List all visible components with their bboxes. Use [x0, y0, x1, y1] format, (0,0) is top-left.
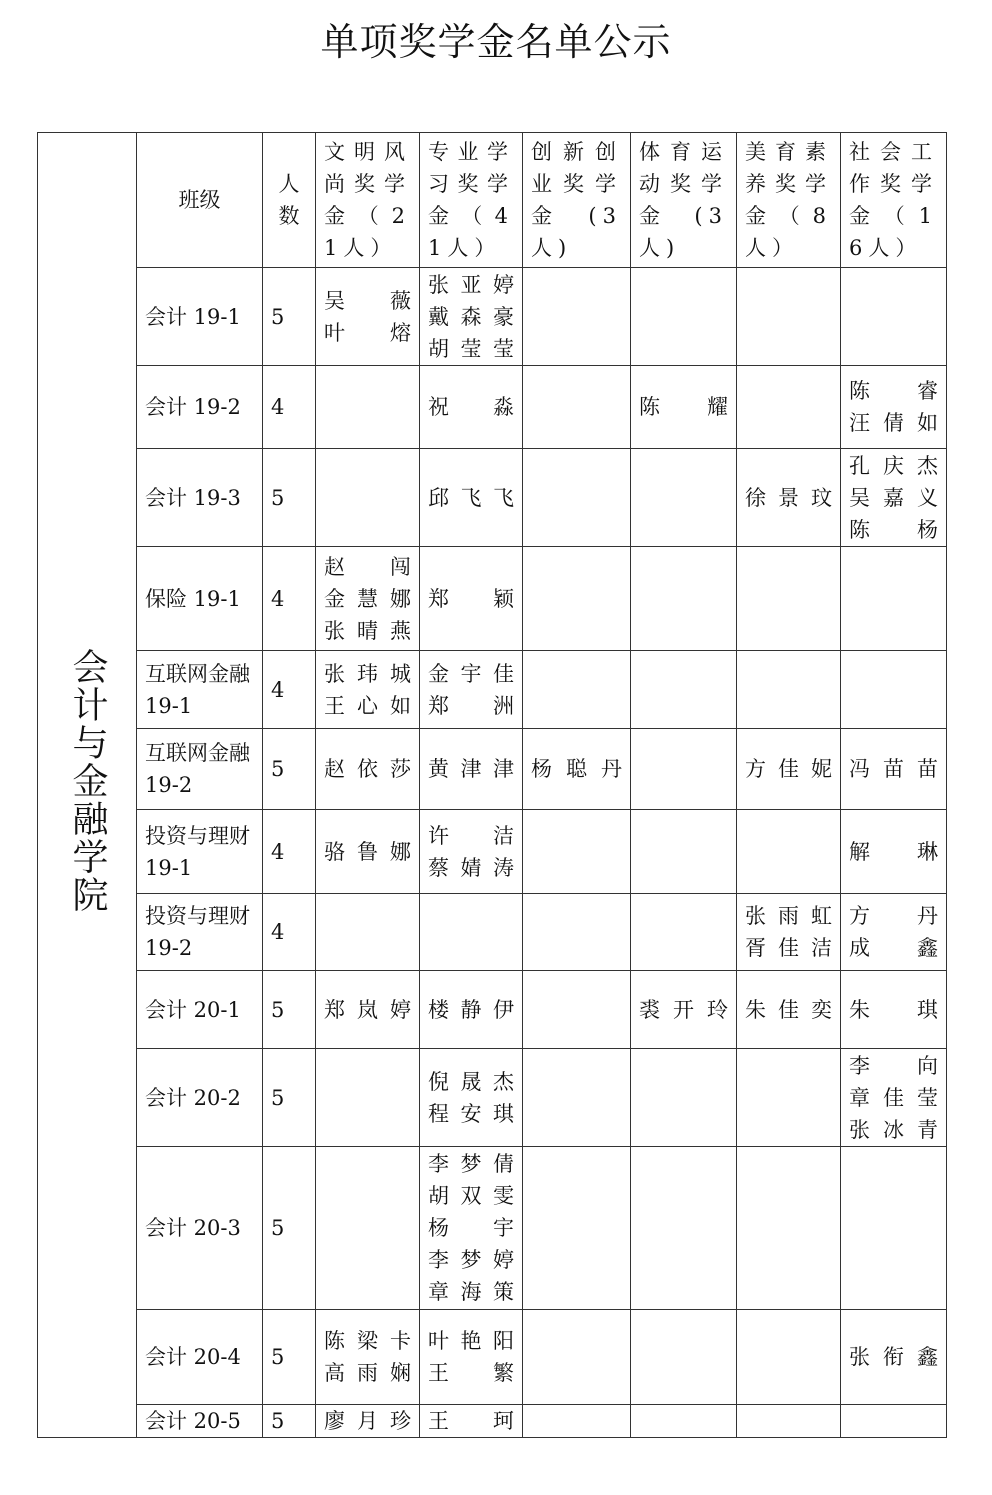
award-cell: [631, 810, 737, 894]
class-cell: 会计 19-2: [137, 366, 263, 449]
count-cell: 5: [263, 1310, 316, 1405]
award-cell: [316, 729, 420, 810]
award-cell: [523, 268, 631, 366]
student-name: 徐 景 玟: [745, 485, 832, 510]
award-cell: [841, 729, 947, 810]
award-cell: [631, 1405, 737, 1438]
class-cell: 投资与理财 19-2: [137, 894, 263, 971]
student-name: 叶 艳 阳: [428, 1329, 514, 1353]
student-name: 张 玮 城: [324, 661, 411, 686]
student-name: 金 宇 佳: [428, 661, 514, 686]
table-row: [38, 547, 947, 651]
award-cell: [737, 268, 841, 366]
award-cell: [737, 651, 841, 729]
student-name: 王 珂: [428, 1409, 514, 1433]
count-cell: 4: [263, 547, 316, 651]
header-award-academic: 专业学习奖学金（41人）: [420, 133, 523, 268]
award-cell: [316, 1049, 420, 1147]
class-cell: 会计 20-2: [137, 1049, 263, 1147]
award-cell: [316, 894, 420, 971]
student-name: 邱 飞 飞: [428, 485, 514, 510]
award-cell: [523, 810, 631, 894]
award-cell: [737, 894, 841, 971]
student-name: 章 海 策: [428, 1280, 514, 1304]
award-cell: [841, 449, 947, 547]
student-name: 高 雨 娴: [324, 1361, 411, 1385]
award-cell: [841, 547, 947, 651]
award-cell: [316, 366, 420, 449]
header-award-aesthetics: 美育素养奖学金（8人）: [737, 133, 841, 268]
count-cell: 5: [263, 729, 316, 810]
award-cell: [737, 449, 841, 547]
award-cell: [316, 810, 420, 894]
award-cell: [523, 651, 631, 729]
table-row: [38, 810, 947, 894]
header-award-civility: 文明风尚奖学金（21人）: [316, 133, 420, 268]
award-cell: [631, 366, 737, 449]
student-name: 倪 晟 杰: [428, 1069, 514, 1094]
class-cell: 会计 20-4: [137, 1310, 263, 1405]
student-name: 张 亚 婷: [428, 272, 514, 297]
award-cell: [631, 1147, 737, 1310]
student-name: 朱 佳 奕: [745, 997, 832, 1022]
student-name: 赵 依 莎: [324, 757, 411, 781]
table-row: [38, 894, 947, 971]
award-cell: [316, 268, 420, 366]
student-name: 金 慧 娜: [324, 586, 411, 611]
award-cell: [841, 1049, 947, 1147]
award-cell: [631, 1310, 737, 1405]
student-name: 杨 宇: [428, 1216, 514, 1240]
class-cell: 会计 19-3: [137, 449, 263, 547]
student-name: 方 丹: [849, 904, 938, 928]
award-cell: [420, 651, 523, 729]
student-name: 楼 静 伊: [428, 997, 514, 1022]
student-name: 胡 莹 莹: [428, 336, 514, 361]
student-name: 章 佳 莹: [849, 1085, 938, 1110]
table-row: [38, 729, 947, 810]
student-name: 张 晴 燕: [324, 618, 411, 643]
award-cell: [737, 810, 841, 894]
count-cell: 5: [263, 268, 316, 366]
header-count-char: 人: [278, 172, 300, 196]
class-cell: 会计 20-5: [137, 1405, 263, 1438]
award-cell: [841, 268, 947, 366]
award-cell: [841, 651, 947, 729]
award-cell: [316, 651, 420, 729]
award-cell: [631, 547, 737, 651]
student-name: 蔡 婧 涛: [428, 855, 514, 880]
award-cell: [841, 1310, 947, 1405]
award-cell: [737, 547, 841, 651]
award-cell: [523, 547, 631, 651]
student-name: 陈 睿: [849, 379, 938, 403]
award-cell: [523, 1147, 631, 1310]
student-name: 许 洁: [428, 823, 514, 848]
class-cell: 互联网金融 19-1: [137, 651, 263, 729]
student-name: 孔 庆 杰: [849, 453, 938, 478]
student-name: 张 衔 鑫: [849, 1345, 938, 1369]
award-cell: [523, 1049, 631, 1147]
student-name: 解 琳: [849, 839, 938, 864]
count-cell: 5: [263, 971, 316, 1049]
award-cell: [316, 971, 420, 1049]
header-class: 班级: [137, 133, 263, 268]
award-cell: [841, 1147, 947, 1310]
award-cell: [631, 651, 737, 729]
award-cell: [841, 971, 947, 1049]
student-name: 方 佳 妮: [745, 757, 832, 781]
student-name: 赵 闯: [324, 554, 411, 579]
class-cell: 会计 20-1: [137, 971, 263, 1049]
award-cell: [631, 894, 737, 971]
student-name: 祝 淼: [428, 395, 514, 419]
count-cell: 5: [263, 449, 316, 547]
award-cell: [737, 1147, 841, 1310]
table-row: [38, 651, 947, 729]
award-cell: [841, 810, 947, 894]
header-award-innovation: 创新创业奖学金(3人): [523, 133, 631, 268]
student-name: 汪 倩 如: [849, 411, 938, 435]
count-cell: 5: [263, 1147, 316, 1310]
award-cell: [523, 1310, 631, 1405]
count-cell: 4: [263, 651, 316, 729]
award-cell: [737, 1405, 841, 1438]
award-cell: [737, 1310, 841, 1405]
student-name: 郑 岚 婷: [324, 997, 411, 1022]
award-cell: [420, 810, 523, 894]
award-cell: [631, 971, 737, 1049]
count-cell: 4: [263, 810, 316, 894]
award-cell: [420, 1147, 523, 1310]
student-name: 吴 嘉 义: [849, 485, 938, 510]
award-cell: [841, 366, 947, 449]
count-cell: 4: [263, 366, 316, 449]
award-cell: [420, 547, 523, 651]
student-name: 黄 津 津: [428, 757, 514, 781]
award-cell: [420, 894, 523, 971]
table-row: [38, 449, 947, 547]
award-cell: [523, 894, 631, 971]
award-cell: [841, 894, 947, 971]
student-name: 王 繁: [428, 1361, 514, 1385]
award-cell: [737, 729, 841, 810]
student-name: 成 鑫: [849, 936, 938, 960]
award-cell: [316, 1147, 420, 1310]
table-row: [38, 1147, 947, 1310]
student-name: 戴 森 豪: [428, 304, 514, 329]
award-cell: [316, 1310, 420, 1405]
student-name: 张 雨 虹: [745, 904, 832, 928]
table-row: [38, 1405, 947, 1438]
award-cell: [316, 547, 420, 651]
header-award-social-work: 社会工作奖学金（16人）: [841, 133, 947, 268]
table-row: [38, 1310, 947, 1405]
header-count: [263, 133, 316, 268]
award-cell: [316, 1405, 420, 1438]
award-cell: [737, 1049, 841, 1147]
award-cell: [737, 366, 841, 449]
student-name: 陈 梁 卡: [324, 1329, 411, 1353]
award-cell: [631, 729, 737, 810]
award-cell: [523, 366, 631, 449]
student-name: 郑 颖: [428, 586, 514, 611]
award-cell: [420, 1049, 523, 1147]
table-row: [38, 1049, 947, 1147]
student-name: 冯 苗 苗: [849, 757, 938, 781]
award-cell: [316, 449, 420, 547]
award-cell: [420, 449, 523, 547]
student-name: 郑 洲: [428, 693, 514, 718]
student-name: 骆 鲁 娜: [324, 839, 411, 864]
header-row: [38, 133, 947, 268]
award-cell: [523, 971, 631, 1049]
class-cell: 互联网金融 19-2: [137, 729, 263, 810]
student-name: 廖 月 珍: [324, 1409, 411, 1433]
count-cell: 4: [263, 894, 316, 971]
student-name: 杨 聪 丹: [531, 757, 622, 781]
count-cell: 5: [263, 1405, 316, 1438]
award-cell: [420, 729, 523, 810]
student-name: 陈 耀: [639, 395, 728, 419]
award-cell: [841, 1405, 947, 1438]
page-title: 单项奖学金名单公示: [320, 20, 672, 64]
table-row: [38, 268, 947, 366]
student-name: 张 冰 青: [849, 1117, 938, 1142]
student-name: 李 向: [849, 1053, 938, 1078]
class-cell: 会计 20-3: [137, 1147, 263, 1310]
student-name: 朱 琪: [849, 997, 938, 1022]
student-name: 程 安 琪: [428, 1101, 514, 1126]
award-cell: [420, 366, 523, 449]
award-cell: [631, 268, 737, 366]
student-name: 陈 杨: [849, 517, 938, 542]
student-name: 胡 双 雯: [428, 1184, 514, 1208]
header-award-sports: 体育运动奖学金(3人): [631, 133, 737, 268]
header-count-label: [271, 168, 307, 232]
class-cell: 保险 19-1: [137, 547, 263, 651]
award-cell: [737, 971, 841, 1049]
student-name: 裘 开 玲: [639, 997, 728, 1022]
award-cell: [420, 1405, 523, 1438]
table-row: [38, 971, 947, 1049]
header-count-char: 数: [278, 204, 300, 228]
student-name: 胥 佳 洁: [745, 936, 832, 960]
award-cell: [523, 449, 631, 547]
award-cell: [420, 268, 523, 366]
college-name: 会计与金融学院: [67, 647, 108, 914]
award-cell: [523, 729, 631, 810]
class-cell: 会计 19-1: [137, 268, 263, 366]
award-cell: [420, 1310, 523, 1405]
count-cell: 5: [263, 1049, 316, 1147]
award-cell: [631, 1049, 737, 1147]
table-row: [38, 366, 947, 449]
student-name: 吴 薇: [324, 288, 411, 313]
student-name: 李 梦 婷: [428, 1248, 514, 1272]
scholarship-table: [37, 132, 947, 1438]
award-cell: [631, 449, 737, 547]
student-name: 李 梦 倩: [428, 1152, 514, 1176]
student-name: 王 心 如: [324, 693, 411, 718]
award-cell: [420, 971, 523, 1049]
student-name: 叶 熔: [324, 320, 411, 345]
college-cell: [38, 133, 137, 1438]
class-cell: 投资与理财 19-1: [137, 810, 263, 894]
award-cell: [523, 1405, 631, 1438]
